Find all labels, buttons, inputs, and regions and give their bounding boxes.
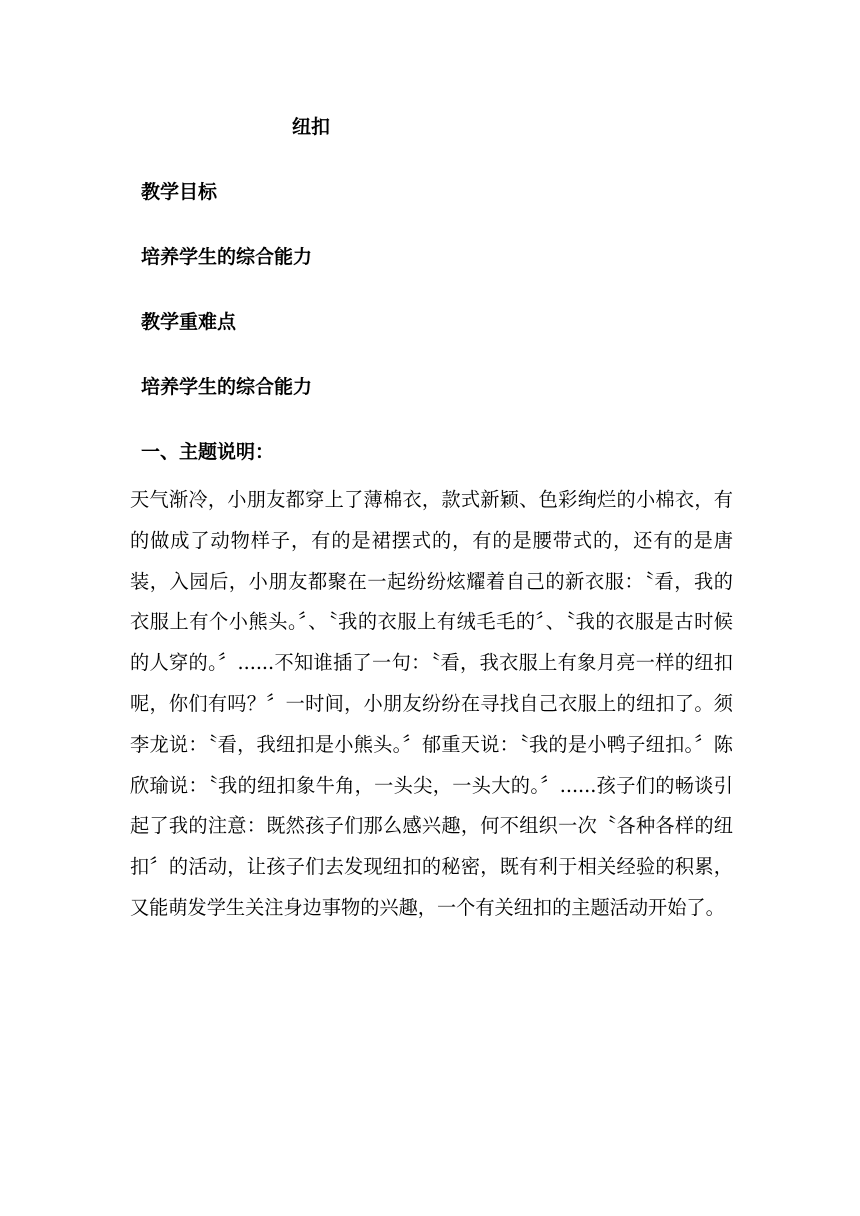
section-heading-key-points: 教学重难点 xyxy=(141,311,237,333)
section-text-key-points-content: 培养学生的综合能力 xyxy=(141,376,313,398)
document-title: 纽扣 xyxy=(292,116,331,138)
section-heading-theme-description: 一、主题说明： xyxy=(141,441,275,463)
body-paragraph: 天气渐冷，小朋友都穿上了薄棉衣，款式新颖、色彩绚烂的小棉衣，有的做成了动物样子，有的是裙摆式的，有的是腰带式的，还有的是唐装，入园后，小朋友都聚在一起纷纷炫耀着自己的新衣服：〝看，我的衣服上有个小熊头。〞、〝我的衣服上有绒毛毛的〞、〝我的衣服是古时候的人穿的。〞......不知谁插了一句：〝看，我衣服上有象月亮一样的纽扣呢，你们有吗？〞一时间，小朋友纷纷在寻找自己衣服上的纽扣了。须李龙说：〝看，我纽扣是小熊头。〞郁重天说：〝我的是小鸭子纽扣。〞陈欣瑜说：〝我的纽扣象牛角，一头尖，一头大的。〞......孩子们的畅谈引起了我的注意：既然孩子们那么感兴趣，何不组织一次〝各种各样的纽扣〞的活动，让孩子们去发现纽扣的秘密，既有利于相关经验的积累，又能萌发学生关注身边事物的兴趣，一个有关纽扣的主题活动开始了。 xyxy=(130,488,733,919)
section-heading-teaching-goals: 教学目标 xyxy=(141,181,218,203)
section-text-goal-content: 培养学生的综合能力 xyxy=(141,246,313,268)
